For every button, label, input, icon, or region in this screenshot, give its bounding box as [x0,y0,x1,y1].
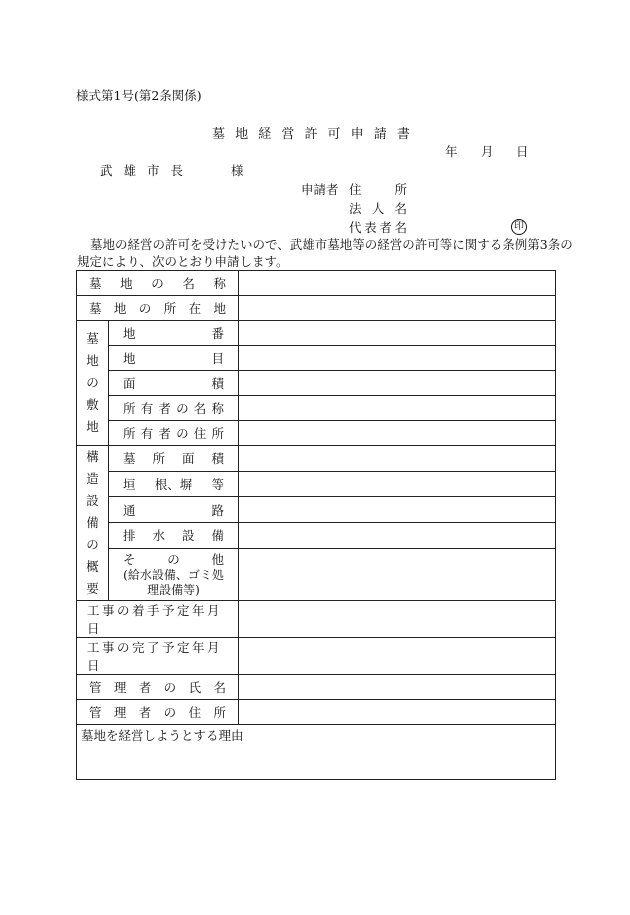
cemetery-location-field[interactable] [239,296,556,321]
application-table [76,270,556,780]
table-row [77,601,556,638]
reason-field[interactable] [77,725,556,780]
label-land-category: 地 目 [109,346,239,371]
label-lot-number: 地 番 [109,321,239,346]
label-manager-address: 管 理 者 の 住 所 [77,700,239,725]
addressee-char: 武 [100,163,113,178]
applicant-corp-label: 法 人 名 [349,201,407,216]
title-char: 可 [327,127,341,142]
label-site-group: 墓 地 の 敷 地 [77,321,109,446]
applicant-address-label: 住 所 [349,182,407,197]
label-construction-start: 工事の着手予定年月日 [77,601,239,638]
table-row [77,725,556,780]
date-year: 年 [445,144,458,159]
title-char: 申 [350,127,364,142]
label-owner-address: 所 有 者 の 住 所 [109,421,239,446]
title-char: 墓 [212,127,226,142]
owner-name-field[interactable] [239,396,556,421]
grave-area-field[interactable] [239,446,556,472]
date-day: 日 [516,144,529,159]
other-note-line-2: 理設備等) [147,583,200,598]
table-row [77,271,556,296]
construction-start-field[interactable] [239,601,556,638]
title-char: 営 [281,127,295,142]
cemetery-name-field[interactable] [239,271,556,296]
other-facilities-field[interactable] [239,548,556,600]
area-field[interactable] [239,371,556,396]
addressee-char: 長 [170,163,183,178]
addressee [100,161,183,179]
table-row [77,471,556,497]
seal-icon: 印 [511,219,527,235]
reason-label: 墓地を経営しようとする理由 [81,728,244,743]
label-paths: 通 路 [109,497,239,523]
page-title [212,123,410,142]
label-fences: 垣 根、塀 等 [109,471,239,497]
addressee-honorific: 様 [231,163,244,178]
label-grave-area: 墓 所 面 積 [109,446,239,472]
applicant-rep-label: 代 表 者 名 [349,220,407,235]
other-note-line-1: (給水設備、ゴミ処 [123,568,224,583]
label-cemetery-location: 墓 地 の 所 在 地 [77,296,239,321]
title-char: 地 [235,127,249,142]
label-cemetery-name: 墓 地 の 名 称 [77,271,239,296]
construction-end-field[interactable] [239,638,556,675]
drainage-field[interactable] [239,522,556,548]
table-row [77,371,556,396]
addressee-char: 市 [146,163,160,178]
date-month: 月 [481,144,494,159]
title-char: 請 [373,127,387,142]
title-char: 経 [258,127,272,142]
paths-field[interactable] [239,497,556,523]
label-drainage: 排 水 設 備 [109,522,239,548]
label-construction-end: 工事の完了予定年月日 [77,638,239,675]
intro-line-2: 規定により、次のとおり申請します。 [77,254,289,269]
lot-number-field[interactable] [239,321,556,346]
label-facility-group: 構 造 設 備 の 概 要 [77,446,109,601]
manager-name-field[interactable] [239,675,556,700]
table-row [77,421,556,446]
applicant-label: 申請者 [301,182,339,197]
table-row [77,446,556,472]
fences-field[interactable] [239,471,556,497]
title-char: 書 [396,127,410,142]
land-category-field[interactable] [239,346,556,371]
table-row [77,548,556,600]
table-row [77,638,556,675]
table-row [77,396,556,421]
label-owner-name: 所 有 者 の 名 称 [109,396,239,421]
table-row [77,321,556,346]
label-area: 面 積 [109,371,239,396]
addressee-char: 雄 [123,163,136,178]
table-row [77,522,556,548]
owner-address-field[interactable] [239,421,556,446]
table-row [77,700,556,725]
intro-line-1: 墓地の経営の許可を受けたいので、武雄市墓地等の経営の許可等に関する条例第3条の [90,237,573,252]
table-row [77,497,556,523]
form-number: 様式第1号(第2条関係) [76,88,202,103]
table-row [77,346,556,371]
table-row [77,675,556,700]
table-row [77,296,556,321]
label-manager-name: 管 理 者 の 氏 名 [77,675,239,700]
title-char: 許 [304,127,318,142]
label-other-facilities: そ の 他 (給水設備、ゴミ処 理設備等) [109,548,239,600]
manager-address-field[interactable] [239,700,556,725]
